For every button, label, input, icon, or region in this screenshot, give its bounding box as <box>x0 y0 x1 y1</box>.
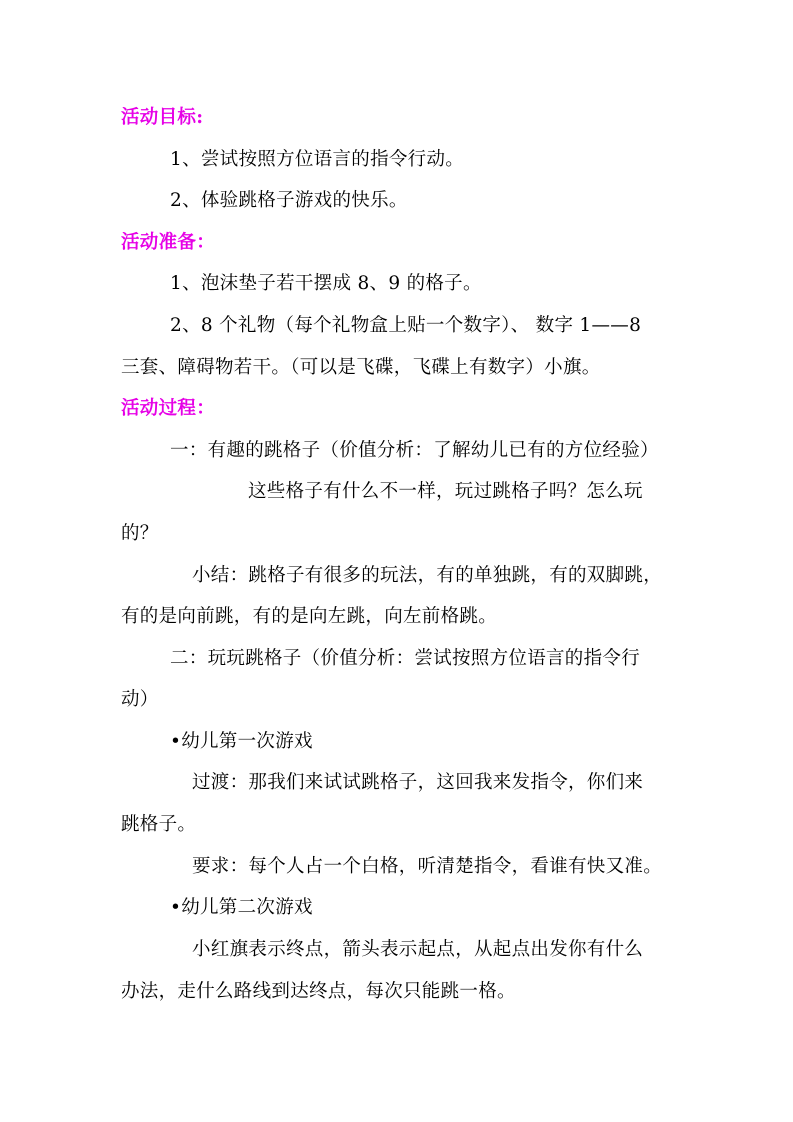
prep-item-1: 1、泡沫垫子若干摆成 8、9 的格子。 <box>170 273 482 294</box>
transition-line-1: 过渡：那我们来试试跳格子，这回我来发指令，你们来 <box>192 772 644 793</box>
transition-line-2: 跳格子。 <box>121 814 197 835</box>
game-2-bullet: •幼儿第二次游戏 <box>170 897 313 918</box>
step-1-title: 一：有趣的跳格子（价值分析：了解幼儿已有的方位经验） <box>170 440 659 461</box>
goal-item-1: 1、尝试按照方位语言的指令行动。 <box>170 149 465 170</box>
heading-activity-goals: 活动目标: <box>121 107 204 128</box>
requirement-line: 要求：每个人占一个白格，听清楚指令，看谁有快又准。 <box>192 856 663 877</box>
flag-line-2: 办法，走什么路线到达终点，每次只能跳一格。 <box>121 981 516 1002</box>
summary-line-2: 有的是向前跳，有的是向左跳，向左前格跳。 <box>121 606 498 627</box>
game-1-bullet: •幼儿第一次游戏 <box>170 731 313 752</box>
step-1-question-line-2: 的？ <box>121 523 159 544</box>
heading-activity-prep: 活动准备： <box>121 232 216 253</box>
prep-item-2-line-2: 三套、障碍物若干。（可以是飞碟，飞碟上有数字）小旗。 <box>121 357 601 378</box>
heading-activity-process: 活动过程： <box>121 398 216 419</box>
flag-line-1: 小红旗表示终点，箭头表示起点，从起点出发你有什么 <box>192 939 644 960</box>
step-2-title-line-1: 二：玩玩跳格子（价值分析：尝试按照方位语言的指令行 <box>170 648 641 669</box>
step-1-question-line-1: 这些格子有什么不一样，玩过跳格子吗？怎么玩 <box>248 481 643 502</box>
step-2-title-line-2: 动） <box>121 689 159 710</box>
prep-item-2-line-1: 2、8 个礼物（每个礼物盒上贴一个数字）、 数字 1——8 <box>170 315 642 336</box>
summary-line-1: 小结：跳格子有很多的玩法，有的单独跳，有的双脚跳， <box>192 565 663 586</box>
goal-item-2: 2、体验跳格子游戏的快乐。 <box>170 190 408 211</box>
